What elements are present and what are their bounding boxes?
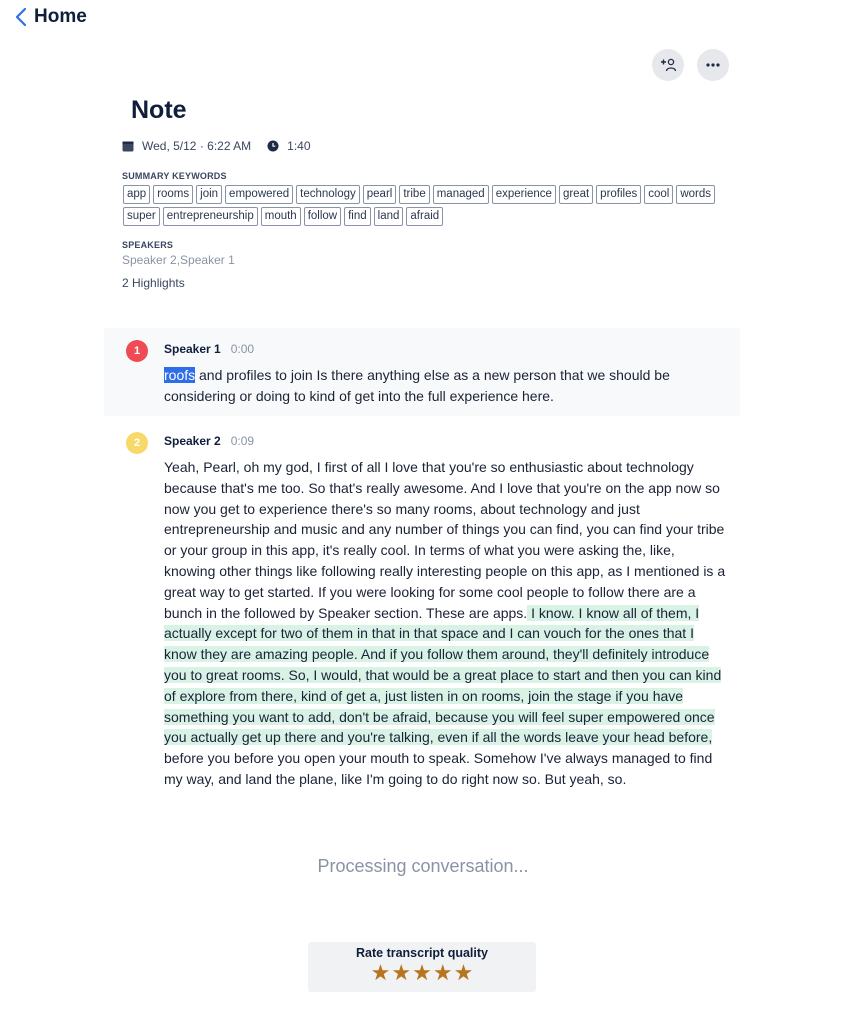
speaker-2-badge: 2 (126, 432, 148, 454)
keyword-tag[interactable]: pearl (363, 185, 397, 204)
back-button[interactable] (14, 6, 87, 28)
page-title: Note (131, 96, 187, 124)
keyword-tag[interactable]: mouth (261, 207, 301, 226)
segment-1-text[interactable] (164, 365, 726, 407)
keyword-tag[interactable]: cool (644, 185, 673, 204)
timestamp[interactable]: 0:09 (230, 434, 255, 448)
star-rating (308, 961, 536, 985)
segment-text: and profiles to join Is there anything else as a new person that we should be considering or doing to kind of get into the full experience here. (164, 367, 670, 404)
segment-text: Yeah, Pearl, oh my god, I first of all I love that you're so enthusiastic about technology because that's me too. So that's really awesome. And I love that you're on the app now so now you get to experience there's so many rooms, about technology and just entrepreneurship and music and any number of things you can find, you can find your tribe or your group in this app, it's really cool. In terms of what you were asking the, like, knowing other things like following really interesting people on this app, as I mentioned is a great way to get started. If you were looking for some cool people to follow there are a bunch in the followed by Speaker section. These are apps. (164, 459, 726, 621)
highlights-count[interactable]: 2 Highlights (122, 276, 185, 290)
keyword-tag[interactable]: join (196, 185, 222, 204)
back-label: Home (34, 6, 87, 27)
keyword-tag[interactable]: empowered (225, 185, 293, 204)
ellipsis-icon (704, 56, 722, 74)
timestamp[interactable]: 0:00 (230, 342, 255, 356)
rate-title: Rate transcript quality (356, 946, 488, 960)
summary-keywords-label: SUMMARY KEYWORDS (122, 171, 227, 181)
note-date: Wed, 5/12 · 6:22 AM (142, 139, 252, 153)
note-meta (122, 139, 311, 153)
speaker-name[interactable]: Speaker 1 (164, 342, 221, 356)
calendar-icon (122, 140, 134, 152)
keyword-tag[interactable]: follow (304, 207, 341, 226)
segment-text: before you before you open your mouth to speak. Somehow I've always managed to find my way, and land the plane, like I'm going to do right now so. But yeah, so. (164, 750, 713, 787)
add-person-icon (659, 56, 677, 74)
keyword-tag[interactable]: managed (433, 185, 489, 204)
processing-status: Processing conversation... (317, 856, 529, 876)
speaker-1-badge: 1 (126, 340, 148, 362)
keyword-tag[interactable]: great (559, 185, 593, 204)
speakers-label: SPEAKERS (122, 240, 174, 250)
keyword-tag[interactable]: profiles (596, 185, 641, 204)
keyword-tag[interactable]: entrepreneurship (163, 207, 258, 226)
keyword-list (123, 185, 723, 226)
chevron-left-icon (14, 7, 28, 27)
highlight-1[interactable]: I know. I know all of them, I actually except for two of them in that in that space and I can vouch for the ones that I know they are amazing people. (164, 604, 700, 663)
keyword-tag[interactable]: find (344, 207, 371, 226)
share-button[interactable] (652, 49, 684, 81)
note-duration: 1:40 (287, 139, 311, 153)
keyword-tag[interactable]: app (123, 185, 150, 204)
star-icon[interactable]: ★ (391, 960, 412, 985)
keyword-tag[interactable]: tribe (399, 185, 429, 204)
star-icon[interactable]: ★ (453, 960, 474, 985)
keyword-tag[interactable]: experience (492, 185, 556, 204)
keyword-tag[interactable]: words (676, 185, 715, 204)
speaker-1-header (164, 342, 254, 356)
segment-2-text[interactable] (164, 457, 726, 790)
more-options-button[interactable] (697, 49, 729, 81)
clock-icon (267, 140, 279, 152)
keyword-tag[interactable]: land (374, 207, 404, 226)
star-icon[interactable]: ★ (370, 960, 391, 985)
selected-word[interactable]: roofs (164, 367, 196, 383)
star-icon[interactable]: ★ (432, 960, 453, 985)
keyword-tag[interactable]: afraid (406, 207, 443, 226)
speakers-value: Speaker 2,Speaker 1 (122, 253, 235, 267)
speaker-2-header (164, 434, 254, 448)
keyword-tag[interactable]: technology (296, 185, 360, 204)
highlight-2[interactable]: And if you follow them around, they'll definitely introduce you to great rooms. So, I would, that would be a great place to start and then you can kind of explore from there, kind of get a, just listen in on rooms, join the stage if you have something you want to add, don't be afraid, because you will feel super empowered once you actually get up there and you're talking, even if all the words leave your head before, (164, 646, 722, 746)
speaker-name[interactable]: Speaker 2 (164, 434, 221, 448)
rate-transcript-panel (308, 942, 536, 992)
keyword-tag[interactable]: rooms (153, 185, 193, 204)
star-icon[interactable]: ★ (412, 960, 432, 985)
keyword-tag[interactable]: super (123, 207, 160, 226)
